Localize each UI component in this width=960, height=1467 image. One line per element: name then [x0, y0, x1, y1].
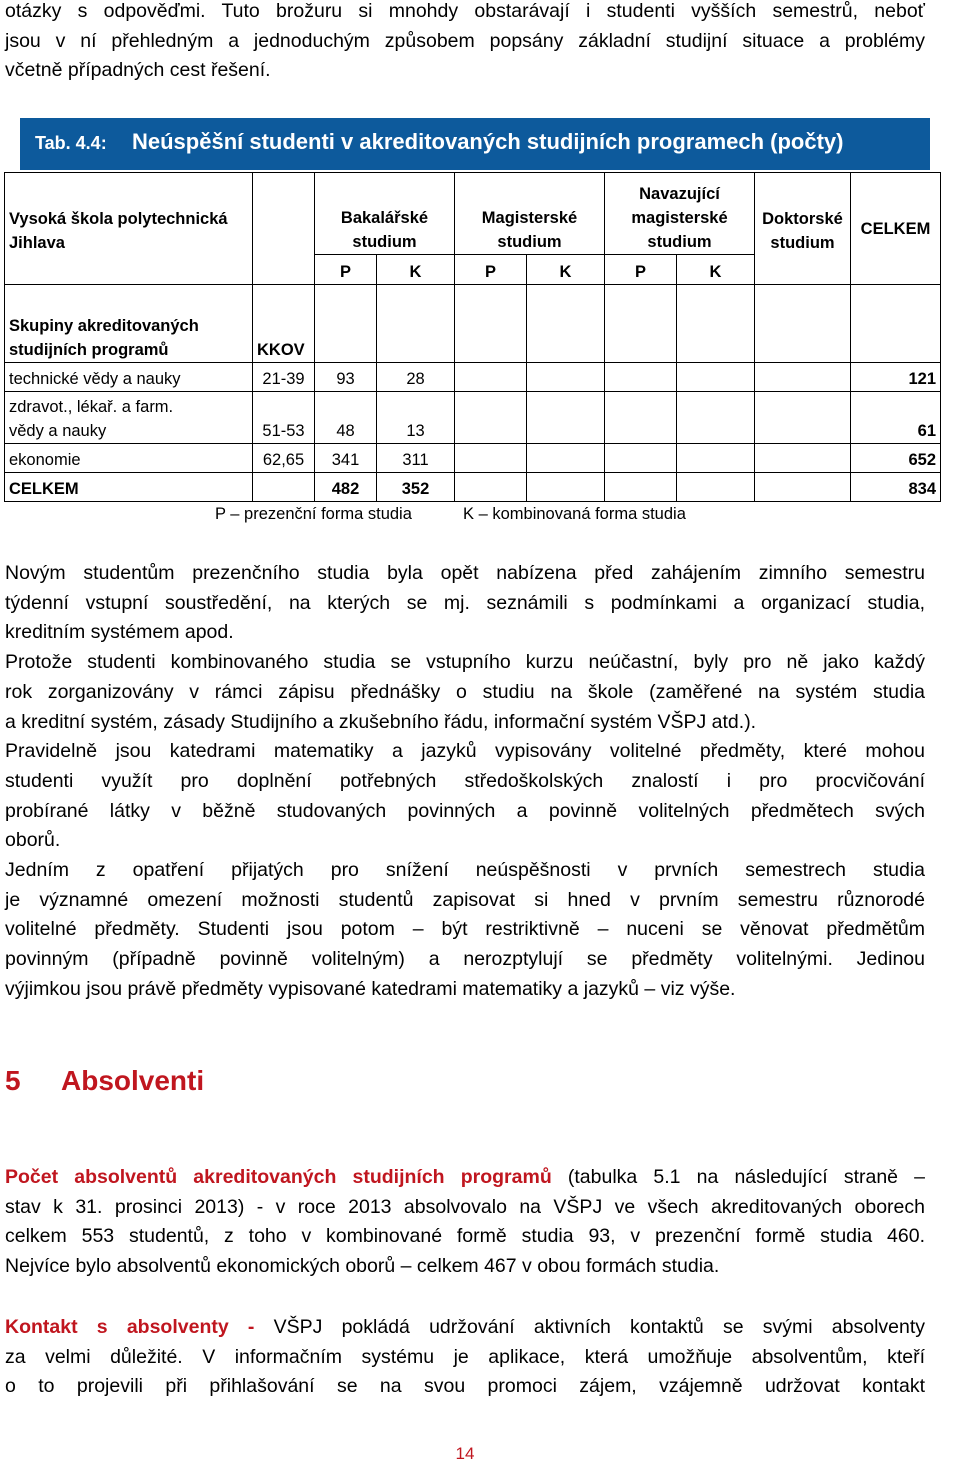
text-line [5, 1163, 925, 1193]
graduates-first-line: (tabulka 5.1 na následující straně – [567, 1166, 925, 1188]
total-row-name: CELKEM [5, 473, 253, 502]
row-name: zdravot., lékař. a farm. vědy a nauky [5, 392, 253, 444]
p-header: P [605, 255, 677, 285]
text-line: celkem 553 studentů, z toho v kombinované formě studia 93, v prezenční formě studia 460. [5, 1225, 925, 1248]
follow-master-header: Navazující magisterské studium [605, 173, 755, 255]
total-bachelor-p: 482 [315, 473, 377, 502]
text-line: je významné omezení možnosti studentů zapisovat si hned v prvním semestru různorodé [5, 888, 925, 911]
text-line: studenti využít pro doplnění potřebných středoškolských znalostí i pro procvičování [5, 769, 925, 792]
p-header: P [315, 255, 377, 285]
text-line: probírané látky v běžně studovaných povinných a povinně volitelných předmětech svých [5, 799, 925, 822]
groups-header: Skupiny akreditovaných studijních programů [5, 285, 253, 363]
contact-first-line: VŠPJ pokládá udržování aktivních kontaktů se svými absolventy [273, 1316, 926, 1338]
row-name: ekonomie [5, 444, 253, 473]
legend-k: K – kombinovaná forma studia [463, 505, 686, 523]
text-line: povinným (případně povinně volitelným) a nerozptylují se předměty volitelnými. Jedinou [5, 948, 925, 971]
intro-paragraph [5, 0, 925, 86]
paragraph-new-students [5, 559, 925, 1005]
text-line: Nejvíce bylo absolventů ekonomických oborů – celkem 467 v obou formách studia. [5, 1255, 720, 1278]
text-line: otázky s odpověďmi. Tuto brožuru si mnohdy obstarávají i studenti vyšších semestrů, neboť [5, 0, 925, 22]
legend-p: P – prezenční forma studia [215, 505, 412, 523]
doctoral-header: Doktorské studium [755, 173, 851, 255]
row-bachelor-p: 48 [315, 392, 377, 444]
k-header: K [527, 255, 605, 285]
text-line: jsou v ní přehledným a jednoduchým způsobem popsány základní studijní situace a problémy [5, 29, 925, 52]
row-total: 61 [851, 392, 941, 444]
table-row [5, 392, 941, 444]
text-line: Novým studentům prezenčního studia byla opět nabízena před zahájením zimního semestru [5, 562, 925, 584]
total-header: CELKEM [851, 173, 941, 285]
section-title: Absolventi [61, 1065, 205, 1096]
section-number: 5 [5, 1065, 21, 1096]
kkov-header: KKOV [253, 285, 315, 363]
contact-paragraph [5, 1313, 925, 1402]
school-header: Vysoká škola polytechnická Jihlava [5, 173, 253, 255]
text-line: oborů. [5, 829, 61, 852]
contact-lead: Kontakt s absolventy [5, 1316, 229, 1338]
failed-students-table [4, 172, 941, 502]
row-kkov: 51-53 [253, 392, 315, 444]
row-bachelor-p: 93 [315, 363, 377, 392]
table-row [5, 444, 941, 473]
master-header: Magisterské studium [455, 173, 605, 255]
empty-cell [253, 255, 315, 285]
text-line: a kreditní systém, zásady Studijního a zkušebního řádu, informační systém VŠPJ atd.). [5, 710, 757, 733]
p-header: P [455, 255, 527, 285]
row-name: technické vědy a nauky [5, 363, 253, 392]
text-line: Protože studenti kombinovaného studia se vstupního kurzu neúčastní, byly pro ně jako každý [5, 651, 925, 674]
empty-cell [5, 255, 253, 285]
row-bachelor-p: 341 [315, 444, 377, 473]
row-total: 121 [851, 363, 941, 392]
text-line: včetně případných cest řešení. [5, 59, 271, 82]
contact-dash: - [247, 1316, 255, 1338]
text-line: výjimkou jsou právě předměty vypisované katedrami matematiky a jazyků – viz výše. [5, 977, 736, 1000]
text-line: o to projevili při přihlašování se na svou promoci zájem, vzájemně udržovat kontakt [5, 1375, 925, 1398]
row-kkov: 21-39 [253, 363, 315, 392]
table-number: Tab. 4.4: [35, 133, 107, 153]
text-line: týdenní vstupní soustředění, na kterých se mj. seznámili s podmínkami a organizací studia, [5, 591, 925, 614]
text-line: za velmi důležité. V informačním systému je aplikace, která umožňuje absolventům, kteří [5, 1345, 925, 1368]
graduates-lead: Počet absolventů akreditovaných studijních programů [5, 1166, 552, 1188]
table-header-row [5, 173, 941, 255]
k-header: K [677, 255, 755, 285]
text-line: stav k 31. prosinci 2013) - v roce 2013 absolvovalo na VŠPJ ve všech akreditovaných oborech [5, 1195, 925, 1218]
bachelor-header: Bakalářské studium [315, 173, 455, 255]
text-line: Jedním z opatření přijatých pro snížení neúspěšnosti v prvních semestrech studia [5, 859, 925, 882]
text-line: kreditním systémem apod. [5, 621, 234, 644]
text-line [5, 1313, 925, 1343]
table-caption [20, 118, 930, 170]
graduates-paragraph [5, 1163, 925, 1282]
section-heading [5, 1065, 204, 1097]
total-sum: 834 [851, 473, 941, 502]
k-header: K [377, 255, 455, 285]
row-bachelor-k: 311 [377, 444, 455, 473]
table-groups-row [5, 285, 941, 363]
row-kkov: 62,65 [253, 444, 315, 473]
text-line: volitelné předměty. Studenti jsou potom – být restriktivně – nuceni se věnovat předmětům [5, 918, 925, 941]
row-bachelor-k: 13 [377, 392, 455, 444]
total-bachelor-k: 352 [377, 473, 455, 502]
text-line: rok zorganizovány v rámci zápisu přednášky o studiu na škole (zaměřené na systém studia [5, 680, 925, 703]
row-total: 652 [851, 444, 941, 473]
text-line: Pravidelně jsou katedrami matematiky a jazyků vypisovány volitelné předměty, které mohou [5, 740, 925, 763]
page-number: 14 [455, 1444, 475, 1463]
empty-cell [253, 173, 315, 255]
table-title: Neúspěšní studenti v akreditovaných studijních programech (počty) [132, 129, 844, 154]
table-row [5, 363, 941, 392]
table-subheader-row [5, 255, 941, 285]
empty-cell [755, 255, 851, 285]
row-bachelor-k: 28 [377, 363, 455, 392]
table-total-row [5, 473, 941, 502]
